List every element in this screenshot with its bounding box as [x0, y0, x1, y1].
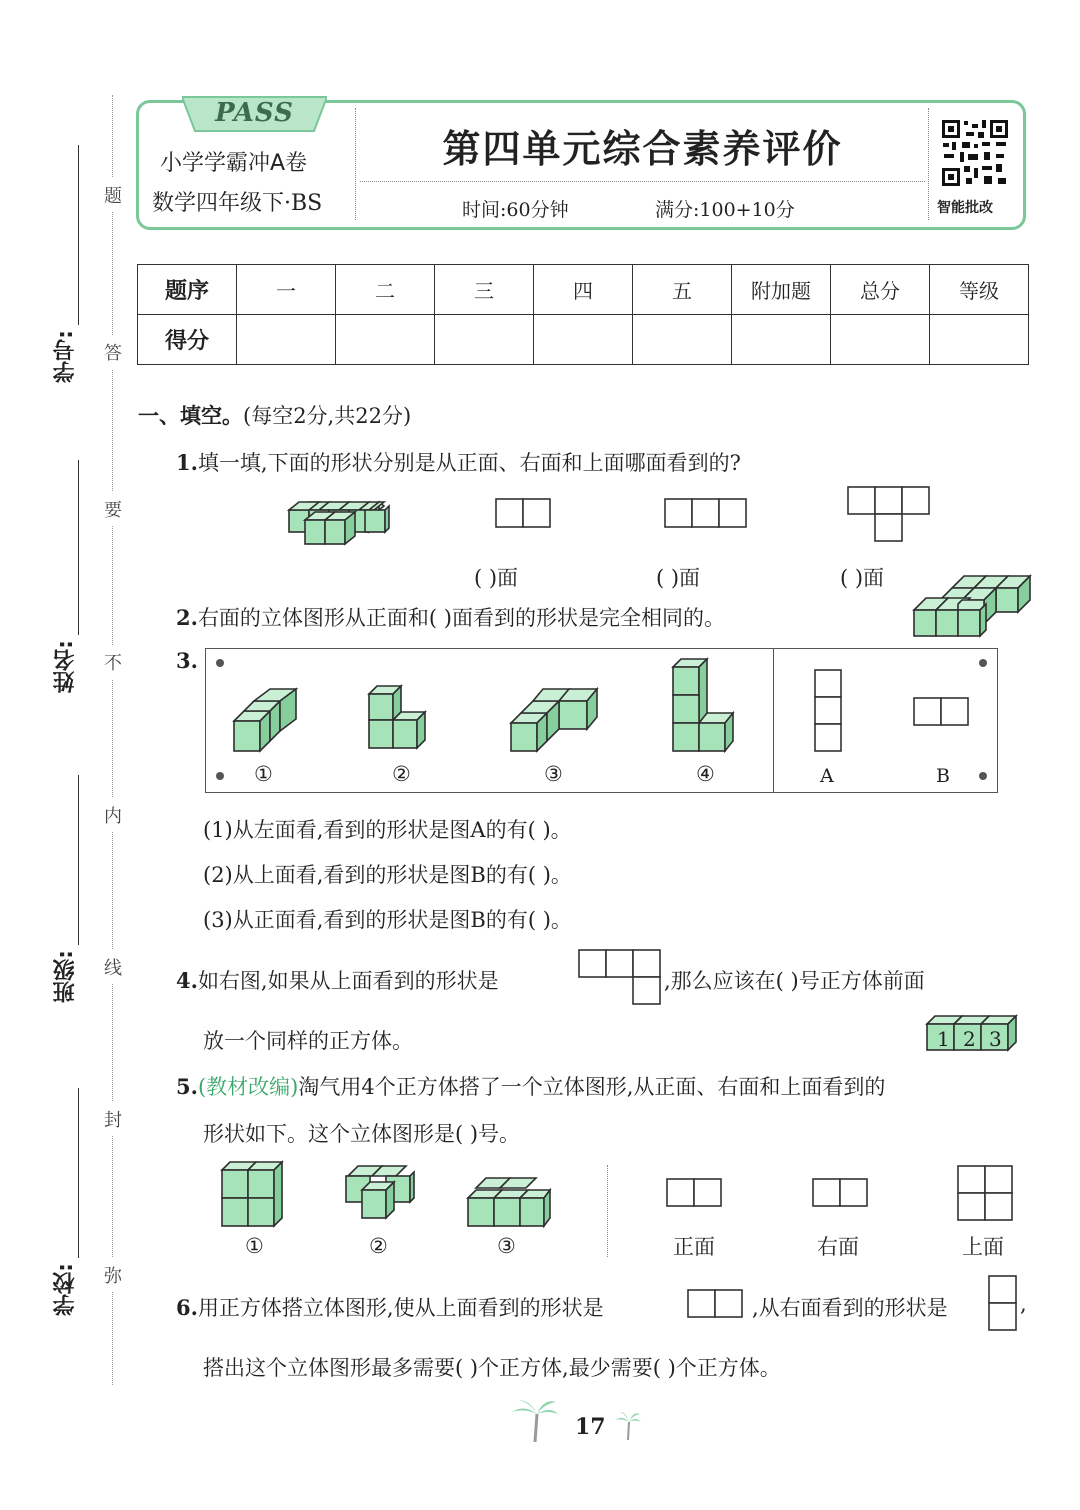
question-6-comma: ,	[1020, 1292, 1027, 1316]
q5-front-view	[665, 1177, 725, 1209]
grade-name: 数学四年级下·BS	[152, 191, 323, 216]
figure-label: ①	[254, 762, 273, 786]
table-header-cell: 等级	[930, 265, 1029, 315]
q1-view-t-shape	[847, 486, 935, 546]
figure-label: ④	[696, 762, 715, 786]
seal-char: 内	[104, 798, 122, 832]
figure-label: ①	[245, 1234, 264, 1258]
q5-figure-2	[342, 1162, 418, 1232]
figure-label: ③	[544, 762, 563, 786]
q3-view-b	[912, 696, 972, 728]
view-label: 正面	[673, 1235, 715, 1259]
school-label: 学校:	[53, 1263, 78, 1316]
table-header-cell: 四	[534, 265, 633, 315]
page-title: 第四单元综合素养评价	[442, 127, 843, 171]
question-4: 4.如右图,如果从上面看到的形状是	[176, 968, 499, 993]
q5-right-view	[811, 1177, 871, 1209]
q5-figure-3	[466, 1174, 552, 1230]
question-4-line2: 放一个同样的正方体。	[203, 1029, 413, 1053]
q6-top-view	[686, 1288, 746, 1320]
question-6: 6.用正方体搭立体图形,使从上面看到的形状是	[176, 1295, 604, 1320]
table-header-cell: 三	[435, 265, 534, 315]
question-5-line2: 形状如下。这个立体图形是( )号。	[203, 1122, 521, 1146]
score-table	[137, 264, 1029, 365]
q3-sub-3: (3)从正面看,看到的形状是图B的有( )。	[203, 908, 572, 932]
seal-char: 答	[104, 335, 122, 369]
q4-top-view	[577, 948, 663, 1006]
q5-top-view	[956, 1164, 1016, 1222]
question-4-cont: ,那么应该在( )号正方体前面	[664, 969, 925, 993]
figure-label: B	[936, 765, 950, 787]
q3-figure-1	[230, 685, 302, 755]
divider	[355, 108, 356, 220]
student-id-field[interactable]	[50, 145, 90, 390]
student-id-label: 学号:	[53, 330, 78, 383]
palm-tree-icon	[614, 1410, 642, 1442]
question-3-number: 3.	[176, 648, 198, 673]
divider	[928, 108, 929, 220]
question-1: 1.填一填,下面的形状分别是从正面、右面和上面哪面看到的?	[176, 450, 741, 475]
table-header-cell: 二	[336, 265, 435, 315]
qr-label: 智能批改	[937, 200, 993, 216]
score-cell[interactable]	[435, 315, 534, 365]
question-5: 5.(教材改编)淘气用4个正方体搭了一个立体图形,从正面、右面和上面看到的	[176, 1074, 886, 1099]
table-header-cell: 一	[237, 265, 336, 315]
seal-char: 题	[104, 178, 122, 212]
seal-char: 封	[104, 1102, 122, 1136]
q3-view-a	[813, 668, 845, 756]
cube-number: 3	[989, 1027, 1002, 1051]
cube-number: 2	[963, 1027, 976, 1051]
q3-sub-2: (2)从上面看,看到的形状是图B的有( )。	[203, 863, 572, 887]
palm-tree-icon	[510, 1396, 560, 1446]
class-field[interactable]	[50, 775, 90, 1020]
class-label: 班级:	[53, 950, 78, 1003]
question-6-cont: ,从右面看到的形状是	[752, 1296, 948, 1320]
table-header-cell: 附加题	[732, 265, 831, 315]
score-row-label: 得分	[138, 315, 237, 365]
table-header-cell: 题序	[138, 265, 237, 315]
name-label: 姓名:	[53, 640, 78, 693]
divider	[360, 181, 925, 182]
score-cell[interactable]	[633, 315, 732, 365]
seal-char: 要	[104, 492, 122, 526]
score-cell[interactable]	[534, 315, 633, 365]
seal-char: 弥	[104, 1258, 122, 1292]
question-6-line2: 搭出这个立体图形最多需要( )个正方体,最少需要( )个正方体。	[203, 1356, 781, 1380]
figure-label: ②	[369, 1234, 388, 1258]
name-field[interactable]	[50, 460, 90, 705]
divider	[607, 1165, 608, 1257]
binding-dotted-line	[112, 95, 113, 1385]
score-cell[interactable]	[336, 315, 435, 365]
figure-label: A	[820, 765, 834, 787]
figure-label: ③	[497, 1234, 516, 1258]
score-cell[interactable]	[237, 315, 336, 365]
figure-label: ②	[392, 762, 411, 786]
school-field[interactable]	[50, 1088, 90, 1333]
q1-view-two-squares	[495, 498, 555, 530]
section-heading: 一、填空。(每空2分,共22分)	[138, 404, 412, 428]
q6-right-view	[987, 1274, 1019, 1334]
qr-code-icon[interactable]	[940, 118, 1010, 188]
score-cell[interactable]	[831, 315, 930, 365]
q3-sub-1: (1)从左面看,看到的形状是图A的有( )。	[203, 818, 572, 842]
answer-blank[interactable]: ( )面	[474, 566, 519, 590]
cube-number: 1	[937, 1027, 950, 1051]
q3-figure-4	[669, 655, 745, 755]
answer-blank[interactable]: ( )面	[840, 566, 885, 590]
time-limit: 时间:60分钟	[462, 199, 569, 221]
q5-figure-1	[220, 1160, 294, 1232]
q1-solid-figure	[285, 498, 390, 558]
q1-view-three-squares	[664, 498, 752, 530]
q3-figure-2	[367, 682, 439, 754]
table-header-cell: 总分	[831, 265, 930, 315]
score-cell[interactable]	[930, 315, 1029, 365]
seal-char: 线	[104, 950, 122, 984]
score-cell[interactable]	[732, 315, 831, 365]
full-score: 满分:100+10分	[655, 199, 795, 221]
q3-figure-3	[507, 685, 603, 755]
question-2: 2.右面的立体图形从正面和( )面看到的形状是完全相同的。	[176, 605, 725, 630]
series-name: 小学学霸冲A卷	[160, 151, 308, 176]
seal-char: 不	[104, 645, 122, 679]
view-label: 右面	[817, 1235, 859, 1259]
table-header-cell: 五	[633, 265, 732, 315]
q2-solid-figure	[910, 572, 1035, 642]
view-label: 上面	[962, 1235, 1004, 1259]
pass-logo: PASS	[182, 95, 327, 133]
answer-blank[interactable]: ( )面	[656, 566, 701, 590]
page-number: 17	[575, 1414, 606, 1440]
